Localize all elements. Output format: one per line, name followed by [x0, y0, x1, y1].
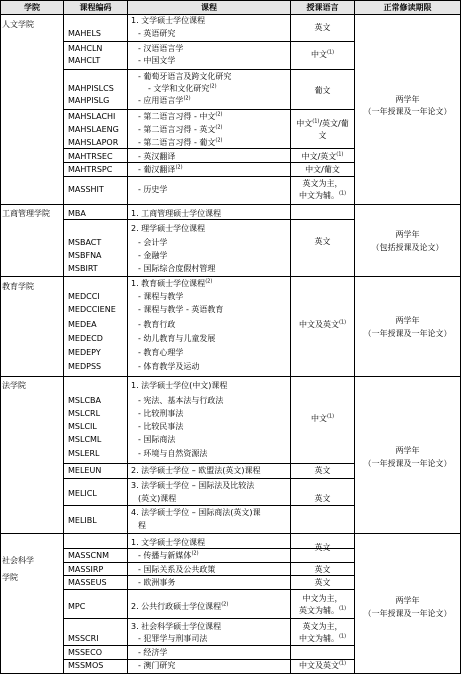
language-cell: 中文及英文$^{(1)}$ [298, 660, 347, 670]
faculty-name: 社会科学 [2, 556, 34, 565]
program-title: 3. 社会科学硕士学位课程 [131, 622, 222, 631]
program-item: - 教育行政 [138, 320, 176, 329]
course-code: MEDCCI [68, 292, 100, 301]
grid-line [63, 69, 355, 70]
course-code: MEDCCIENE [68, 305, 116, 314]
duration-cell: 两学年 [395, 95, 420, 104]
program-title: 1. 教育硕士学位课程$^{(2)}$ [131, 278, 213, 288]
program-item: - 国际商法 [138, 435, 176, 444]
grid-line [63, 478, 355, 479]
course-code: MAHTRSPC [68, 165, 113, 174]
course-code: MSLCBA [68, 396, 101, 405]
program-item: - 环境与自然资源法 [138, 449, 208, 458]
course-code: MSSCRI [68, 634, 99, 643]
course-code: MSBIRT [68, 264, 98, 273]
program-item: - 英语研究 [138, 29, 176, 38]
course-code: MELEUN [68, 466, 102, 475]
language-cell: 中文$^{(1)}$/英文/葡 [296, 118, 349, 128]
program-item: - 英汉翻译 [138, 152, 176, 161]
language-cell: 英文 [314, 565, 331, 574]
grid-line [0, 276, 461, 277]
grid-line [63, 162, 355, 163]
language-cell: 英文 [314, 466, 331, 475]
grid-line [0, 533, 461, 534]
course-code: MAHSLACHI [68, 112, 116, 121]
faculty-name: 工商管理学院 [2, 209, 50, 218]
language-cell: 中文/英文$^{(1)}$ [301, 151, 344, 161]
grid-line [0, 14, 461, 15]
language-cell: 中文及英文$^{(1)}$ [298, 319, 347, 329]
program-item: - 应用语言学$^{(2)}$ [138, 95, 191, 105]
language-cell: 中文为辅。$^{(1)}$ [298, 190, 347, 200]
course-code: MEDEA [68, 320, 97, 329]
program-item: - 金融学 [138, 251, 168, 260]
grid-line [63, 463, 355, 464]
duration-cell: 两学年 [395, 230, 420, 239]
language-cell: 英文 [314, 23, 331, 32]
grid-line [63, 41, 355, 42]
course-code: MASSCNM [68, 551, 110, 560]
program-item: - 体育教学及运动 [138, 362, 200, 371]
language-cell: 中文为主， [302, 594, 343, 603]
program-title: 1. 文学硕士学位课程 [131, 16, 206, 25]
course-code: MSLCRL [68, 409, 101, 418]
header-language: 授课语言 [291, 1, 354, 14]
course-code: MSSECO [68, 648, 102, 657]
course-code: MSLCML [68, 435, 102, 444]
program-item: - 课程与教学 - 英语教育 [138, 305, 224, 314]
language-cell: 英文为辅。$^{(1)}$ [298, 605, 347, 615]
language-cell: 英文 [314, 543, 331, 552]
course-code: MAHTRSEC [68, 152, 113, 161]
program-item: - 国际综合度假村管理 [138, 264, 216, 273]
program-item: - 比较刑事法 [138, 409, 184, 418]
program-title: 3. 法学硕士学位 – 国际法及比较法 [131, 481, 255, 490]
program-item: - 文学和文化研究$^{(2)}$ [148, 83, 217, 93]
faculty-name: 教育学院 [2, 282, 34, 291]
grid-line [63, 176, 355, 177]
program-title: 1. 工商管理硕士学位课程 [131, 209, 222, 218]
program-title: 4. 法学硕士学位 – 国际商法(英文)课 [131, 508, 261, 517]
program-item: - 宪法、基本法与行政法 [138, 396, 224, 405]
program-title: 1. 法学硕士学位(中文)课程 [131, 381, 228, 390]
duration-cell: （一年授课及一年论文） [363, 609, 452, 618]
course-code: MSBACT [68, 238, 102, 247]
grid-line [63, 645, 355, 646]
language-cell: 中文/葡文 [305, 165, 340, 174]
duration-cell: （一年授课及一年论文） [363, 459, 452, 468]
course-code: MSSMOS [68, 661, 104, 670]
program-item: - 经济学 [138, 648, 168, 657]
course-code: MELIBL [68, 516, 97, 525]
course-code: MEDECD [68, 334, 103, 343]
course-code: MAHCLT [68, 56, 101, 65]
program-title: 2. 法学硕士学位 – 欧盟法(英文)课程 [131, 466, 261, 475]
faculty-name: 人文学院 [2, 20, 34, 29]
course-code: MASSEUS [68, 578, 107, 587]
program-item: - 葡萄牙语言及跨文化研究 [138, 72, 232, 81]
faculty-name: 学院 [2, 573, 18, 582]
grid-line [63, 589, 355, 590]
course-code: MBA [68, 209, 86, 218]
program-item: - 比较民事法 [138, 422, 184, 431]
program-item: - 第二语言习得 - 中文$^{(2)}$ [138, 111, 223, 121]
grid-line [63, 109, 355, 110]
course-code: MAHPISLCS [68, 84, 114, 93]
grid-line [63, 562, 355, 563]
program-item: - 传播与新媒体$^{(2)}$ [138, 550, 199, 560]
program-item: - 国际关系及公共政策 [138, 565, 216, 574]
language-cell: 英文 [314, 494, 331, 503]
grid-line [63, 505, 355, 506]
program-title: (英文)课程 [138, 494, 177, 503]
program-title: 程 [138, 521, 146, 530]
course-code: MEDPSS [68, 362, 102, 371]
duration-cell: 两学年 [395, 316, 420, 325]
program-title: 1. 文学硕士学位课程 [131, 538, 206, 547]
course-code: MAHELS [68, 29, 101, 38]
program-item: - 教育心理学 [138, 348, 184, 357]
language-cell: 中文为辅。$^{(1)}$ [298, 633, 347, 643]
language-cell: 文 [318, 131, 327, 140]
program-item: - 历史学 [138, 185, 168, 194]
grid-line [0, 0, 1, 674]
duration-cell: 两学年 [395, 596, 420, 605]
grid-line [63, 618, 355, 619]
course-code: MELICL [68, 489, 97, 498]
header-duration: 正常修读期限 [355, 1, 460, 14]
course-code: MPC [68, 602, 86, 611]
duration-cell: （一年授课及一年论文） [363, 107, 452, 116]
header-faculty: 学院 [1, 1, 63, 14]
program-item: - 第二语言习得 - 英文$^{(2)}$ [138, 124, 223, 134]
grid-line [63, 219, 355, 220]
course-code: MSLCIL [68, 422, 97, 431]
language-cell: 英文为主， [302, 179, 343, 188]
language-cell: 英文 [314, 237, 331, 246]
duration-cell: 两学年 [395, 446, 420, 455]
program-item: - 中国文学 [138, 56, 176, 65]
header-program: 课程 [128, 1, 290, 14]
course-code: MSLERL [68, 449, 100, 458]
grid-line [127, 0, 128, 674]
duration-cell: （一年授课及一年论文） [363, 329, 452, 338]
course-code: MAHSLAENG [68, 125, 119, 134]
language-cell: 英文 [314, 578, 331, 587]
grid-line [0, 376, 461, 377]
course-code: MAHPISLG [68, 96, 110, 105]
program-item: - 课程与教学 [138, 292, 184, 301]
header-code: 课程编码 [64, 1, 127, 14]
duration-cell: （包括授课及论文） [371, 243, 444, 252]
program-item: - 欧洲事务 [138, 578, 176, 587]
grid-line [63, 0, 64, 674]
language-cell: 英文为主， [302, 622, 343, 631]
program-item: - 会计学 [138, 238, 168, 247]
grid-line [63, 575, 355, 576]
program-item: - 葡汉翻译$^{(2)}$ [138, 164, 183, 174]
program-item: - 汉语语言学 [138, 44, 184, 53]
course-code: MAHSLAPOR [68, 138, 119, 147]
course-code: MEDEPY [68, 348, 101, 357]
program-title: 2. 公共行政硕士学位课程$^{(2)}$ [131, 601, 229, 611]
grid-line [0, 204, 461, 205]
program-item: - 犯罪学与刑事司法 [138, 634, 208, 643]
language-cell: 中文$^{(1)}$ [310, 413, 335, 423]
grid-line [63, 659, 355, 660]
program-item: - 第二语言习得 - 葡文$^{(2)}$ [138, 137, 223, 147]
program-item: - 澳门研究 [138, 661, 176, 670]
course-code: MSBFNA [68, 251, 102, 260]
course-code: MASSIRP [68, 565, 104, 574]
grid-line [63, 148, 355, 149]
course-code: MASSHIT [68, 185, 104, 194]
language-cell: 中文$^{(1)}$ [310, 49, 335, 59]
program-title: 2. 理学硕士学位课程 [131, 224, 206, 233]
course-code: MAHCLN [68, 44, 103, 53]
language-cell: 葡文 [314, 86, 331, 95]
program-item: - 幼儿教育与儿童发展 [138, 334, 216, 343]
faculty-name: 法学院 [2, 381, 26, 390]
